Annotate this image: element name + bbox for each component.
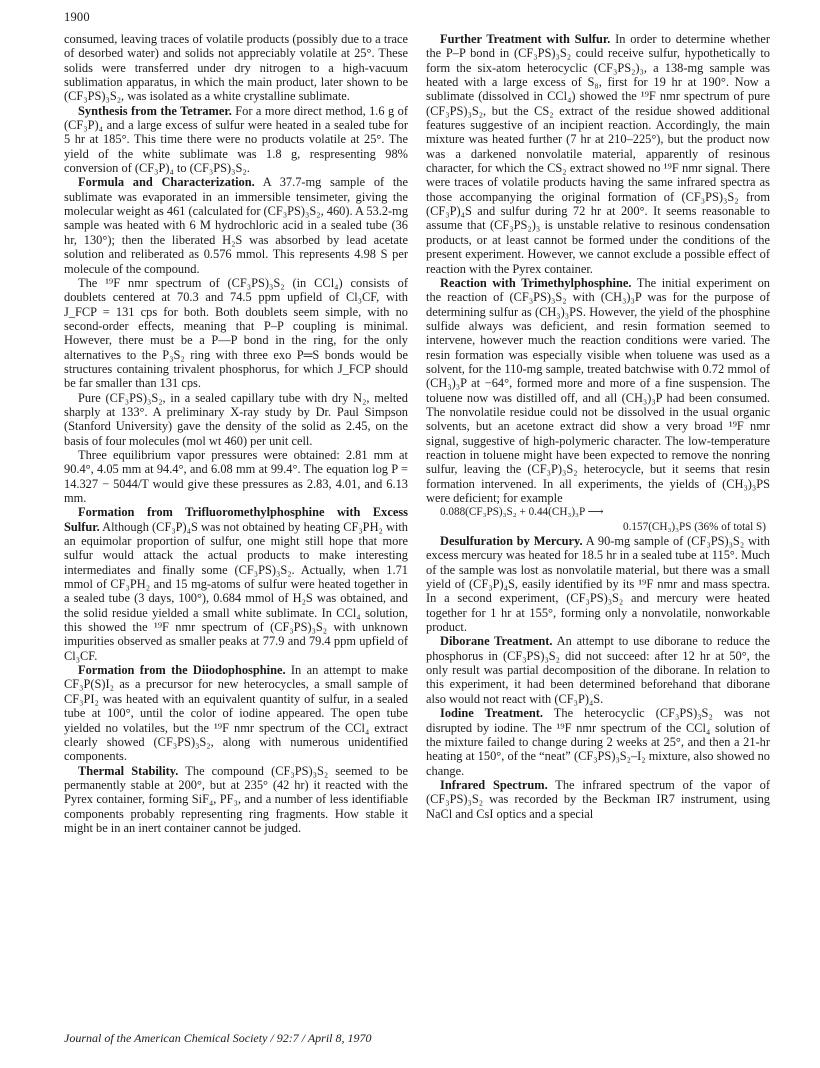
section-heading: Diborane Treatment. bbox=[440, 634, 553, 649]
paragraph bbox=[426, 778, 770, 821]
paragraph bbox=[64, 175, 408, 275]
paragraph bbox=[64, 276, 408, 391]
paragraph-text: The infrared spectrum of the vapor of (CF₃PS)₃S₂ was recorded by the Beckman IR7 instrument, using NaCl and CsI optics and a special bbox=[426, 777, 770, 821]
paragraph-text: In order to determine whether the P–P bond in (CF₃PS)₃S₂ could receive sulfur, hypothetically to form the six-atom heterocyclic (CF₃PS₂)₃, a 138-mg sample was heated with a large excess of S₈, first for 19 hr at 190°. Now a sublimate (dissolved in CCl₄) showed the ¹⁹F nmr spectrum of pure (CF₃PS)₃S₂, but the CS₂ extract of the residue showed additional features suggestive of an incipient reaction. Accordingly, the main mixture was heated further (7 hr at 210–225°), but the product now was a darkened nonvolatile material, apparently of resinous character, for which the CS₂ extract showed no ¹⁹F nmr signal. There were traces of volatile products having the same infrared spectra as those accompanying the original formation of (CF₃PS)₃S₂ from (CF₃P)₄S and sulfur during 72 hr at 200°. It seems reasonable to assume that (CF₃PS₂)₃ is unstable relative to resinous condensation products, or at least cannot be formed under the conditions of the present experiment. However, we cannot exclude a possible effect of reaction with the Pyrex container. bbox=[426, 32, 770, 276]
paragraph-text: Pure (CF₃PS)₃S₂, in a sealed capillary tube with dry N₂, melted sharply at 133°. A preliminary X-ray study by Dr. Paul Simpson (Stanford University) gave the density of the solid as 2.45, on the basis of four molecules (mol wt 460) per unit cell. bbox=[64, 390, 408, 448]
page-number: 1900 bbox=[64, 10, 90, 24]
paragraph-text: The heterocyclic (CF₃PS)₃S₂ was not disrupted by iodine. The ¹⁹F nmr spectrum of the CCl₄ solution of the mixture failed to change during 2 weeks at 25°, and then a 21-hr heating at 150°, of the “neat” (CF₃PS)₃S₂–I₂ mixture, also showed no change. bbox=[426, 706, 770, 778]
section-heading: Thermal Stability. bbox=[78, 763, 179, 778]
paragraph bbox=[64, 448, 408, 505]
paragraph-text: A 90-mg sample of (CF₃PS)₃S₂ with excess mercury was heated for 18.5 hr in a sealed tube at 115°. Much of the sample was lost as nonvolatile material, but there was a small yield of (CF₃P)₄S, easily identified by its ¹⁹F nmr and mass spectra. In a second experiment, (CF₃PS)₃S₂ and mercury were heated together for 1 hr at 155°, forming only a nonvolatile, nonworkable product. bbox=[426, 534, 770, 635]
paragraph bbox=[426, 276, 770, 506]
paragraph-text: For a more direct method, 1.6 g of (CF₃P)₄ and a large excess of sulfur were heated in a sealed tube for 5 hr at 185°. This time there were no products volatile at 25°. The yield of the white sublimate was 1.8 g, respresenting 98% conversion of (CF₃P)₄ to (CF₃PS)₃S₂. bbox=[64, 103, 408, 176]
paragraph bbox=[64, 391, 408, 448]
paragraph bbox=[426, 534, 770, 634]
paragraph bbox=[64, 764, 408, 836]
left-column bbox=[64, 32, 408, 835]
section-heading: Synthesis from the Tetramer. bbox=[78, 103, 232, 118]
equation-line: 0.088(CF₃PS)₃S₂ + 0.44(CH₃)₃P ⟶ bbox=[440, 506, 604, 519]
paragraph-text: The initial experiment on the reaction of (CF₃PS)₃S₂ with (CH₃)₃P was for the purpose of determining sulfur as (CH₃)₃PS. However, the yield of the phosphine sulfide always was deficient, and resin formation seemed to intervene, however much the reaction conditions were varied. The resin formation was especially visible when toluene was used as a solvent, for the 110-mg sample, treated batchwise with 0.72 mmol of (CH₃)₃P at −64°, formed more and more of a fine suspension. The toluene now was distilled off, and all (CH₃)₃P had been consumed. The nonvolatile residue could not be dissolved in the usual organic solvents, but an acetone extract did show a very broad ¹⁹F nmr signal, suggestive of high-polymeric character. The low-temperature reaction in toluene might have been expected to remove the nonring sulfur, leaving the (CF₃P)₃S₂ heterocycle, but it seems that resin formation intervened. In all experiments, the yields of (CH₃)₃PS were deficient; for example bbox=[426, 275, 770, 505]
paragraph-text: Three equilibrium vapor pressures were obtained: 2.81 mm at 90.4°, 4.05 mm at 94.4°, and 6.08 mm at 99.4°. The equation log P = 14.327 − 5044/T would give these pressures as 2.83, 4.01, and 6.13 mm. bbox=[64, 447, 408, 505]
paragraph-text: The compound (CF₃PS)₃S₂ seemed to be permanently stable at 200°, but at 235° (42 hr) it reacted with the Pyrex container, forming SiF₄, PF₃, and a number of less identifiable components probably representing ring fragments. How stable it might be in an inert container cannot be judged. bbox=[64, 763, 408, 835]
section-heading: Further Treatment with Sulfur. bbox=[440, 32, 611, 46]
paragraph-text: The ¹⁹F nmr spectrum of (CF₃PS)₃S₂ (in CCl₄) consists of doublets centered at 70.3 and 74.5 ppm upfield of Cl₃CF, with J_FCP = 131 cps for both. Both doublets seem simple, with no second-order effects, meaning that P–P coupling is minimal. However, there must be a P—P bond in the ring, for the only alternatives to the P₃S₂ ring with three exo P═S bonds would be structures containing trivalent phosphorus, for which J_FCP should be far smaller than 131 cps. bbox=[64, 275, 408, 391]
paragraph bbox=[426, 706, 770, 778]
section-heading: Formation from Trifluoromethylphosphine with Excess Sulfur. bbox=[64, 505, 408, 534]
paragraph-text: Although (CF₃P)₄S was not obtained by heating CF₃PH₂ with an equimolar proportion of sulfur, one might still hope that more sulfur would attack the actual products to make interesting intermediates and finally some (CF₃PS)₃S₂. Actually, when 1.71 mmol of CF₃PH₂ and 15 mg-atoms of sulfur were heated together in a sealed tube (3 days, 100°), 0.684 mmol of H₂S was obtained, and the solid residue yielded a small white sublimate. In CCl₄ solution, this showed the ¹⁹F nmr spectrum of (CF₃PS)₃S₂ with unknown impurities observed as smaller peaks at 77.9 and 79.4 ppm upfield of Cl₃CF. bbox=[64, 519, 408, 663]
paragraph bbox=[426, 634, 770, 706]
paragraph bbox=[426, 32, 770, 276]
section-heading: Desulfuration by Mercury. bbox=[440, 534, 583, 549]
paragraph-text: A 37.7-mg sample of the sublimate was evaporated in an immersible tensimeter, giving the molecular weight as 461 (calculated for (CF₃PS)₃S₂, 460). A 53.2-mg sample was heated with 6 M hydrochloric acid in a sealed tube (36 hr, 130°); then the liberated H₂S was absorbed by lead acetate solution and reliberated as 0.576 mmol. This represents 4.98 S per molecule of the compound. bbox=[64, 175, 409, 276]
paragraph bbox=[64, 663, 408, 763]
paragraph-text: In an attempt to make CF₃P(S)I₂ as a precursor for new heterocycles, a small sample of CF₃PI₂ was heated with an equivalent quantity of sulfur, in a sealed tube at 100°, until the color of iodine appeared. The open tube yielded no volatiles, but the ¹⁹F nmr spectrum of the CCl₄ extract clearly showed (CF₃PS)₃S₂, along with numerous unidentified components. bbox=[64, 663, 409, 764]
paragraph bbox=[64, 505, 408, 663]
section-heading: Formation from the Diiodophosphine. bbox=[78, 663, 286, 678]
section-heading: Iodine Treatment. bbox=[440, 706, 543, 721]
journal-citation-footer: Journal of the American Chemical Society / 92:7 / April 8, 1970 bbox=[64, 1031, 372, 1045]
paragraph-text: An attempt to use diborane to reduce the phosphorus in (CF₃PS)₃S₂ did not succeed: after 12 hr at 50°, the only result was partial decomposition of the diborane. In relation to this experiment, it had been determined beforehand that diborane also would not react with (CF₃P)₄S. bbox=[426, 634, 770, 706]
equation-line: 0.157(CH₃)₃PS (36% of total S) bbox=[623, 520, 766, 533]
section-heading: Infrared Spectrum. bbox=[440, 777, 548, 792]
section-heading: Reaction with Trimethylphosphine. bbox=[440, 275, 632, 290]
paragraph bbox=[64, 104, 408, 176]
paragraph: consumed, leaving traces of volatile products (possibly due to a trace of desorbed water) and solids not appreciably volatile at 25°. These solids were transferred under dry nitrogen to a high-vacuum sublimation apparatus, in which the main product, later shown to be (CF₃PS)₃S₂, was isolated as a white crystalline sublimate. bbox=[64, 32, 408, 104]
section-heading: Formula and Characterization. bbox=[78, 175, 255, 190]
right-column bbox=[426, 32, 770, 821]
